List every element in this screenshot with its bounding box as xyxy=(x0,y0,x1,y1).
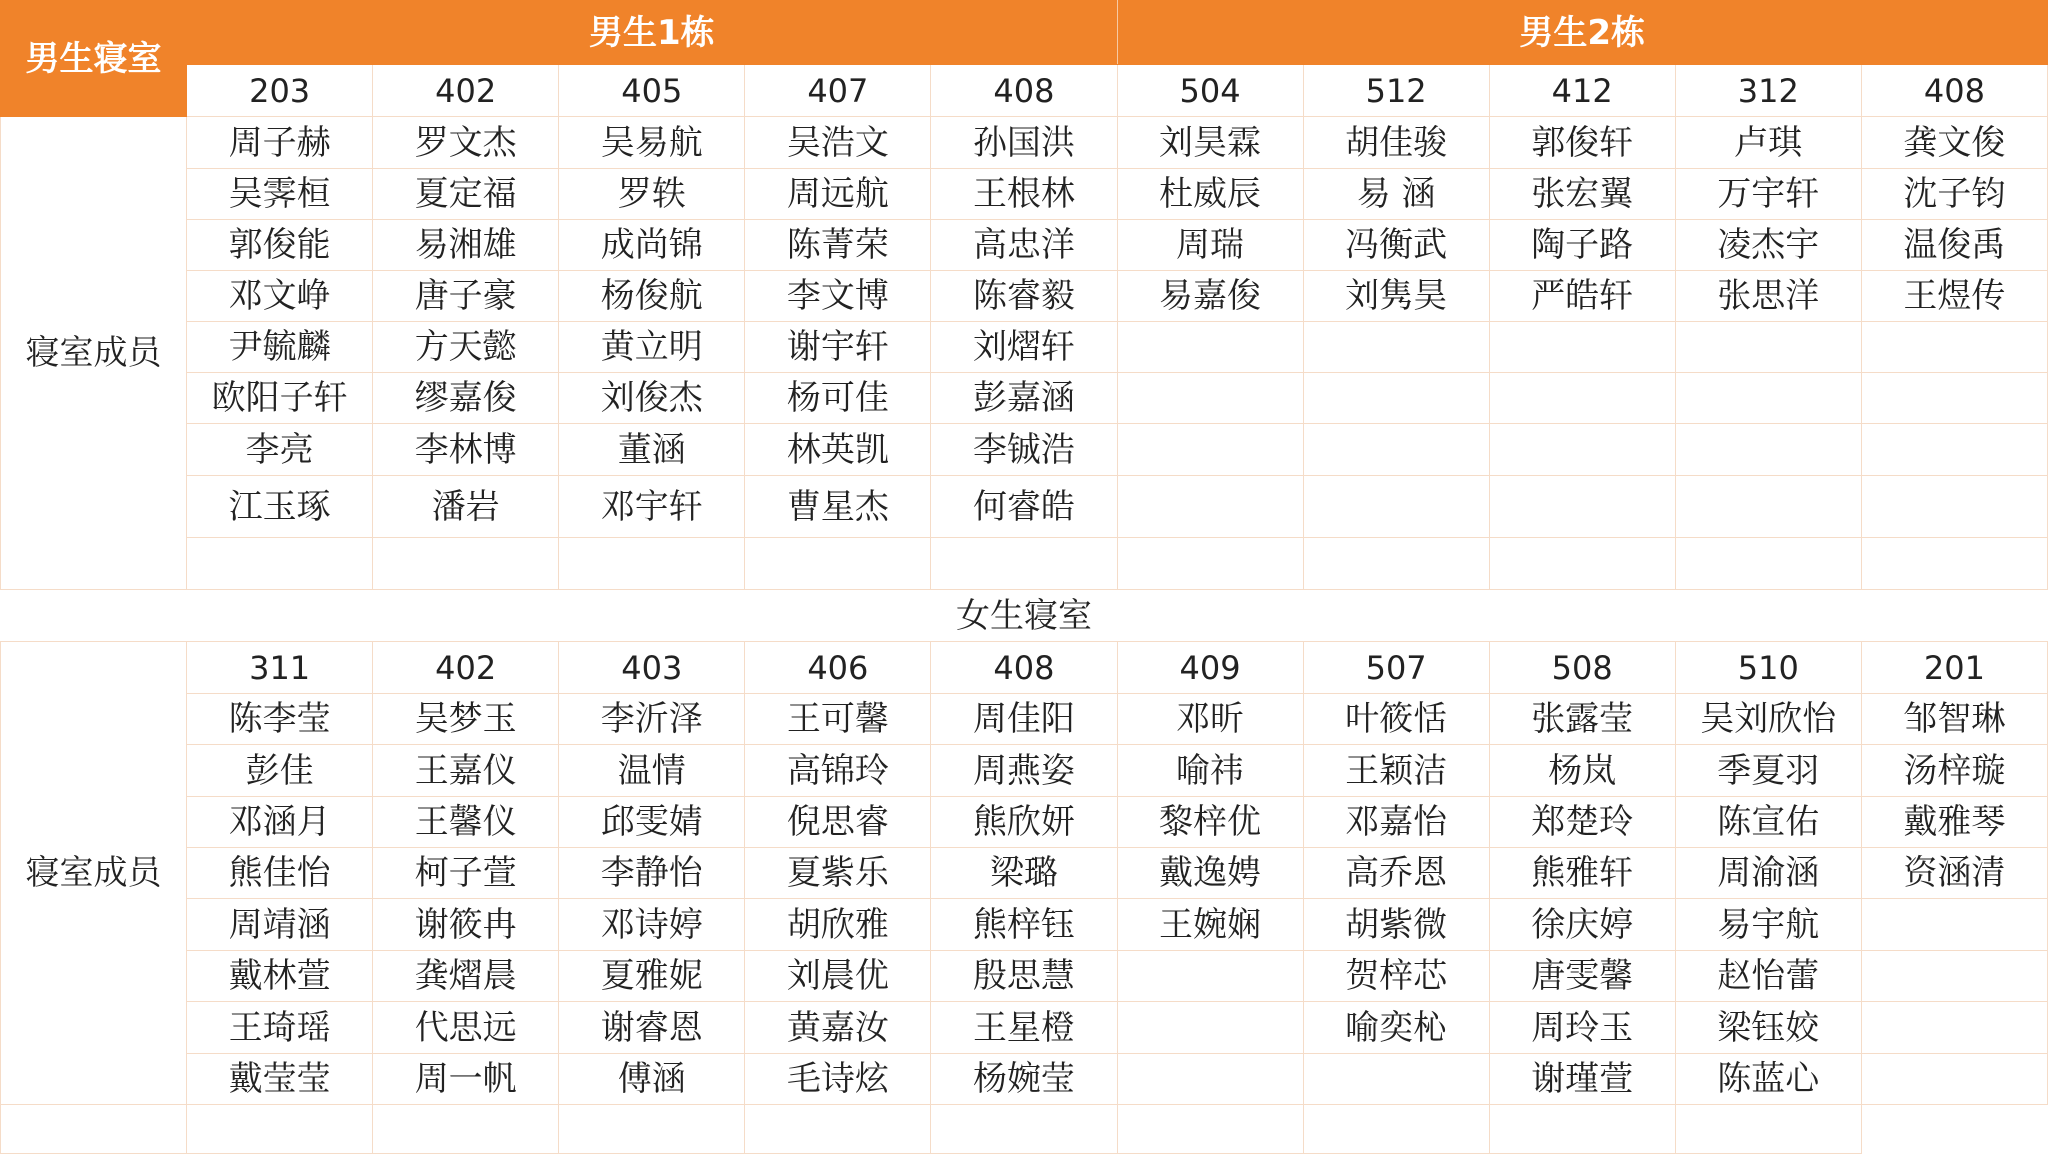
member-name-cell: 尹毓麟 xyxy=(187,322,373,373)
member-name-cell: 罗文杰 xyxy=(373,117,559,169)
member-name-cell: 胡欣雅 xyxy=(745,899,931,951)
member-name-cell: 周一帆 xyxy=(373,1054,559,1105)
member-name-cell xyxy=(187,1105,373,1154)
member-name-cell: 林英凯 xyxy=(745,424,931,476)
room-number-cell: 507 xyxy=(1303,642,1489,694)
member-name-cell: 唐子豪 xyxy=(373,271,559,322)
member-name-cell: 彭嘉涵 xyxy=(931,373,1117,424)
member-row xyxy=(1,694,2048,745)
member-name-cell xyxy=(931,1105,1117,1154)
member-name-cell: 熊雅轩 xyxy=(1489,848,1675,899)
member-name-cell: 汤梓璇 xyxy=(1861,745,2047,797)
member-name-cell: 欧阳子轩 xyxy=(187,373,373,424)
member-name-cell: 戴林萱 xyxy=(187,951,373,1002)
member-row xyxy=(1,848,2048,899)
member-name-cell: 王根林 xyxy=(931,169,1117,220)
member-name-cell xyxy=(1303,538,1489,590)
member-row xyxy=(1,220,2048,271)
member-name-cell: 严皓轩 xyxy=(1489,271,1675,322)
member-name-cell xyxy=(1489,373,1675,424)
member-name-cell xyxy=(1117,1054,1303,1105)
member-row xyxy=(1,797,2048,848)
member-name-cell: 杨俊航 xyxy=(559,271,745,322)
member-name-cell: 凌杰宇 xyxy=(1675,220,1861,271)
member-name-cell xyxy=(745,1105,931,1154)
member-name-cell xyxy=(187,538,373,590)
member-name-cell: 周佳阳 xyxy=(931,694,1117,745)
member-name-cell: 张露莹 xyxy=(1489,694,1675,745)
member-name-cell: 谢瑾萱 xyxy=(1489,1054,1675,1105)
member-name-cell: 李林博 xyxy=(373,424,559,476)
member-row xyxy=(1,322,2048,373)
member-name-cell xyxy=(1861,899,2047,951)
room-number-cell: 311 xyxy=(187,642,373,694)
member-row xyxy=(1,745,2048,797)
member-name-cell: 万宇轩 xyxy=(1675,169,1861,220)
member-name-cell xyxy=(1675,424,1861,476)
member-name-cell: 谢筱冉 xyxy=(373,899,559,951)
girls-member-label-cell: 寝室成员 xyxy=(1,642,187,1105)
member-name-cell: 吴刘欣怡 xyxy=(1675,694,1861,745)
room-number-cell: 512 xyxy=(1303,65,1489,117)
room-number-cell: 407 xyxy=(745,65,931,117)
boys-member-label-cell: 寝室成员 xyxy=(1,117,187,590)
member-name-cell xyxy=(1675,322,1861,373)
member-name-cell xyxy=(1861,1002,2047,1054)
member-name-cell: 戴雅琴 xyxy=(1861,797,2047,848)
member-name-cell: 陈睿毅 xyxy=(931,271,1117,322)
member-name-cell: 曹星杰 xyxy=(745,476,931,538)
girls-section-title-row xyxy=(1,590,2048,642)
member-name-cell: 梁璐 xyxy=(931,848,1117,899)
member-name-cell xyxy=(1861,476,2047,538)
member-name-cell: 王馨仪 xyxy=(373,797,559,848)
member-name-cell: 李静怡 xyxy=(559,848,745,899)
member-name-cell: 缪嘉俊 xyxy=(373,373,559,424)
member-name-cell: 董涵 xyxy=(559,424,745,476)
member-name-cell: 温俊禹 xyxy=(1861,220,2047,271)
room-number-cell: 312 xyxy=(1675,65,1861,117)
member-name-cell: 刘昊霖 xyxy=(1117,117,1303,169)
member-name-cell xyxy=(1489,476,1675,538)
member-name-cell xyxy=(1861,951,2047,1002)
room-number-cell: 510 xyxy=(1675,642,1861,694)
member-name-cell xyxy=(1117,951,1303,1002)
member-name-cell: 周燕姿 xyxy=(931,745,1117,797)
member-name-cell: 易湘雄 xyxy=(373,220,559,271)
member-name-cell xyxy=(1489,322,1675,373)
member-name-cell: 胡佳骏 xyxy=(1303,117,1489,169)
room-number-cell: 508 xyxy=(1489,642,1675,694)
member-name-cell: 方天懿 xyxy=(373,322,559,373)
member-name-cell: 陈菁荣 xyxy=(745,220,931,271)
member-name-cell xyxy=(1117,373,1303,424)
member-name-cell: 傅涵 xyxy=(559,1054,745,1105)
building-header-row xyxy=(1,1,2048,65)
member-name-cell xyxy=(1861,538,2047,590)
member-name-cell: 温情 xyxy=(559,745,745,797)
member-name-cell xyxy=(373,538,559,590)
member-name-cell: 孙国洪 xyxy=(931,117,1117,169)
member-name-cell: 吴梦玉 xyxy=(373,694,559,745)
member-name-cell xyxy=(1861,373,2047,424)
member-name-cell xyxy=(1675,1105,1861,1154)
member-name-cell: 殷思慧 xyxy=(931,951,1117,1002)
member-name-cell: 熊佳怡 xyxy=(187,848,373,899)
member-name-cell: 黄立明 xyxy=(559,322,745,373)
corner-title-cell: 男生寝室 xyxy=(1,1,187,117)
girls-section-title: 女生寝室 xyxy=(1,590,2048,642)
member-name-cell xyxy=(559,538,745,590)
member-name-cell: 邓昕 xyxy=(1117,694,1303,745)
member-name-cell: 戴莹莹 xyxy=(187,1054,373,1105)
member-name-cell: 罗轶 xyxy=(559,169,745,220)
member-name-cell: 江玉琢 xyxy=(187,476,373,538)
member-name-cell: 彭佳 xyxy=(187,745,373,797)
room-number-cell: 405 xyxy=(559,65,745,117)
member-name-cell xyxy=(1861,1054,2047,1105)
member-name-cell: 杨可佳 xyxy=(745,373,931,424)
member-name-cell: 易嘉俊 xyxy=(1117,271,1303,322)
member-name-cell: 李文博 xyxy=(745,271,931,322)
member-row xyxy=(1,271,2048,322)
member-row xyxy=(1,1105,2048,1154)
member-name-cell: 周靖涵 xyxy=(187,899,373,951)
member-name-cell xyxy=(745,538,931,590)
member-name-cell: 郑楚玲 xyxy=(1489,797,1675,848)
member-name-cell: 贺梓芯 xyxy=(1303,951,1489,1002)
room-number-cell: 402 xyxy=(373,65,559,117)
member-name-cell: 邓诗婷 xyxy=(559,899,745,951)
member-name-cell: 黄嘉汝 xyxy=(745,1002,931,1054)
member-name-cell: 熊梓钰 xyxy=(931,899,1117,951)
member-row xyxy=(1,476,2048,538)
room-number-cell: 403 xyxy=(559,642,745,694)
member-name-cell: 王星橙 xyxy=(931,1002,1117,1054)
member-row xyxy=(1,117,2048,169)
member-name-cell: 周渝涵 xyxy=(1675,848,1861,899)
member-name-cell: 王婉娴 xyxy=(1117,899,1303,951)
member-name-cell: 王琦瑶 xyxy=(187,1002,373,1054)
member-name-cell: 梁钰姣 xyxy=(1675,1002,1861,1054)
member-name-cell: 喻奕杺 xyxy=(1303,1002,1489,1054)
member-name-cell xyxy=(1489,424,1675,476)
building-2-header: 男生2栋 xyxy=(1117,1,2048,65)
member-name-cell: 谢睿恩 xyxy=(559,1002,745,1054)
member-name-cell: 高锦玲 xyxy=(745,745,931,797)
building-1-header: 男生1栋 xyxy=(187,1,1117,65)
member-name-cell: 吴易航 xyxy=(559,117,745,169)
member-name-cell: 周子赫 xyxy=(187,117,373,169)
member-name-cell: 熊欣妍 xyxy=(931,797,1117,848)
member-name-cell: 邓宇轩 xyxy=(559,476,745,538)
girls-room-number-row xyxy=(1,642,2048,694)
member-name-cell: 吴浩文 xyxy=(745,117,931,169)
member-name-cell: 倪思睿 xyxy=(745,797,931,848)
member-name-cell: 谢宇轩 xyxy=(745,322,931,373)
member-row xyxy=(1,169,2048,220)
room-number-cell: 408 xyxy=(931,65,1117,117)
member-name-cell: 王煜传 xyxy=(1861,271,2047,322)
member-name-cell: 戴逸娉 xyxy=(1117,848,1303,899)
member-row xyxy=(1,373,2048,424)
member-name-cell xyxy=(1117,1002,1303,1054)
member-name-cell: 邱雯婧 xyxy=(559,797,745,848)
room-number-cell: 409 xyxy=(1117,642,1303,694)
member-name-cell xyxy=(1117,322,1303,373)
member-name-cell: 高忠洋 xyxy=(931,220,1117,271)
member-name-cell: 吴霁桓 xyxy=(187,169,373,220)
member-name-cell: 叶筱恬 xyxy=(1303,694,1489,745)
member-name-cell: 李亮 xyxy=(187,424,373,476)
member-name-cell: 高乔恩 xyxy=(1303,848,1489,899)
member-name-cell: 李铖浩 xyxy=(931,424,1117,476)
member-name-cell: 沈子钧 xyxy=(1861,169,2047,220)
member-name-cell: 邓嘉怡 xyxy=(1303,797,1489,848)
member-name-cell xyxy=(1303,424,1489,476)
member-name-cell: 周瑞 xyxy=(1117,220,1303,271)
roster-body xyxy=(1,1,2048,1154)
room-number-cell: 406 xyxy=(745,642,931,694)
member-name-cell: 刘俊杰 xyxy=(559,373,745,424)
member-name-cell: 张思洋 xyxy=(1675,271,1861,322)
member-name-cell: 杨婉莹 xyxy=(931,1054,1117,1105)
member-name-cell: 王颖洁 xyxy=(1303,745,1489,797)
member-name-cell: 资涵清 xyxy=(1861,848,2047,899)
room-number-cell: 408 xyxy=(931,642,1117,694)
member-name-cell: 张宏翼 xyxy=(1489,169,1675,220)
member-name-cell xyxy=(1303,322,1489,373)
member-name-cell: 季夏羽 xyxy=(1675,745,1861,797)
member-name-cell: 李沂泽 xyxy=(559,694,745,745)
member-name-cell: 易 涵 xyxy=(1303,169,1489,220)
room-number-cell: 402 xyxy=(373,642,559,694)
member-name-cell: 冯衡武 xyxy=(1303,220,1489,271)
member-name-cell: 夏定福 xyxy=(373,169,559,220)
member-name-cell: 潘岩 xyxy=(373,476,559,538)
member-name-cell xyxy=(1861,424,2047,476)
member-name-cell: 周远航 xyxy=(745,169,931,220)
member-row xyxy=(1,424,2048,476)
member-name-cell xyxy=(1117,424,1303,476)
member-name-cell: 喻祎 xyxy=(1117,745,1303,797)
member-name-cell: 王可馨 xyxy=(745,694,931,745)
member-name-cell: 刘隽昊 xyxy=(1303,271,1489,322)
member-name-cell xyxy=(373,1105,559,1154)
member-row xyxy=(1,951,2048,1002)
member-name-cell: 邓涵月 xyxy=(187,797,373,848)
member-name-cell: 成尚锦 xyxy=(559,220,745,271)
member-row xyxy=(1,538,2048,590)
member-name-cell: 易宇航 xyxy=(1675,899,1861,951)
member-name-cell: 陈蓝心 xyxy=(1675,1054,1861,1105)
member-name-cell xyxy=(1303,373,1489,424)
member-name-cell xyxy=(1303,476,1489,538)
member-name-cell: 陶子路 xyxy=(1489,220,1675,271)
member-name-cell: 陈李莹 xyxy=(187,694,373,745)
member-name-cell: 周玲玉 xyxy=(1489,1002,1675,1054)
member-name-cell xyxy=(1861,322,2047,373)
member-name-cell: 胡紫微 xyxy=(1303,899,1489,951)
member-row xyxy=(1,1002,2048,1054)
member-name-cell: 代思远 xyxy=(373,1002,559,1054)
member-name-cell: 邹智琳 xyxy=(1861,694,2047,745)
member-name-cell: 杜威辰 xyxy=(1117,169,1303,220)
member-name-cell: 刘熠轩 xyxy=(931,322,1117,373)
member-name-cell: 赵怡蕾 xyxy=(1675,951,1861,1002)
room-number-cell: 504 xyxy=(1117,65,1303,117)
member-row xyxy=(1,899,2048,951)
member-name-cell xyxy=(1117,538,1303,590)
member-name-cell xyxy=(1,1105,187,1154)
member-name-cell: 夏紫乐 xyxy=(745,848,931,899)
member-name-cell xyxy=(1303,1054,1489,1105)
member-name-cell: 刘晨优 xyxy=(745,951,931,1002)
member-name-cell: 王嘉仪 xyxy=(373,745,559,797)
member-name-cell: 唐雯馨 xyxy=(1489,951,1675,1002)
member-name-cell: 龚熠晨 xyxy=(373,951,559,1002)
member-name-cell: 郭俊能 xyxy=(187,220,373,271)
member-name-cell: 徐庆婷 xyxy=(1489,899,1675,951)
member-name-cell: 杨岚 xyxy=(1489,745,1675,797)
member-name-cell: 柯子萱 xyxy=(373,848,559,899)
member-name-cell: 夏雅妮 xyxy=(559,951,745,1002)
boys-room-number-row xyxy=(1,65,2048,117)
member-name-cell: 黎梓优 xyxy=(1117,797,1303,848)
member-name-cell: 邓文峥 xyxy=(187,271,373,322)
member-name-cell xyxy=(1117,476,1303,538)
room-number-cell: 201 xyxy=(1861,642,2047,694)
member-name-cell: 龚文俊 xyxy=(1861,117,2047,169)
member-name-cell xyxy=(1117,1105,1303,1154)
member-name-cell xyxy=(1675,373,1861,424)
member-row xyxy=(1,1054,2048,1105)
member-name-cell: 何睿皓 xyxy=(931,476,1117,538)
member-name-cell xyxy=(1489,1105,1675,1154)
member-name-cell: 郭俊轩 xyxy=(1489,117,1675,169)
member-name-cell xyxy=(1675,476,1861,538)
member-name-cell: 卢琪 xyxy=(1675,117,1861,169)
member-name-cell: 毛诗炫 xyxy=(745,1054,931,1105)
member-name-cell xyxy=(931,538,1117,590)
room-number-cell: 412 xyxy=(1489,65,1675,117)
member-name-cell xyxy=(1489,538,1675,590)
member-name-cell xyxy=(1303,1105,1489,1154)
room-number-cell: 408 xyxy=(1861,65,2047,117)
member-name-cell xyxy=(1675,538,1861,590)
room-number-cell: 203 xyxy=(187,65,373,117)
member-name-cell xyxy=(559,1105,745,1154)
member-name-cell: 陈宣佑 xyxy=(1675,797,1861,848)
